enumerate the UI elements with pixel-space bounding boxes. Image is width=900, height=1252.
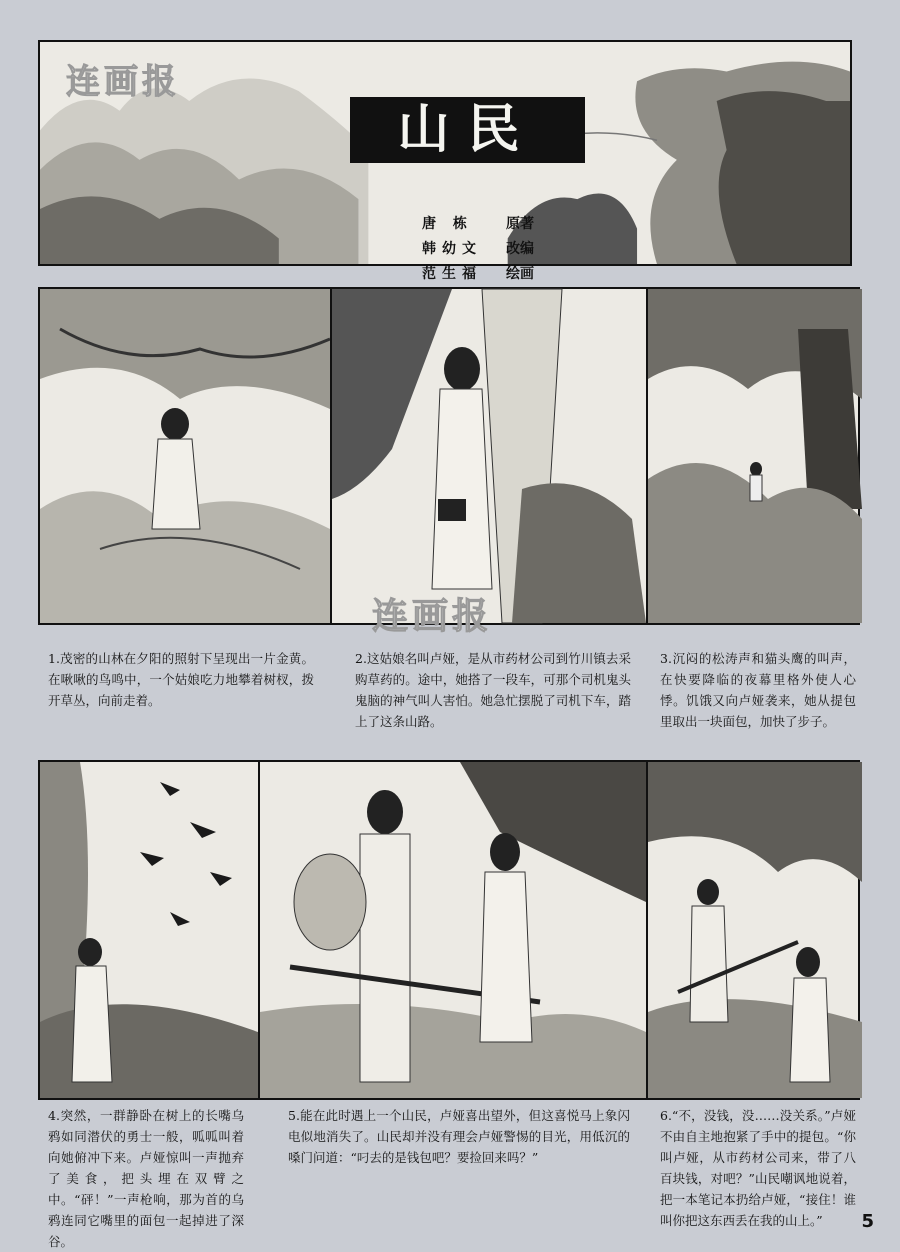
caption-1: 1.茂密的山林在夕阳的照射下呈现出一片金黄。在啾啾的鸟鸣中，一个姑娘吃力地攀着树杈，拨开草丛，向前走着。: [48, 651, 314, 708]
panel-4-crows-attack-illustration: [40, 762, 258, 1098]
panel-2-girl-walking-illustration: [332, 289, 646, 623]
comic-row-2: [38, 760, 860, 1100]
caption-5: 5.能在此时遇上一个山民，卢娅喜出望外，但这喜悦马上象闪电似地消失了。山民却并没有理会卢娅警惕的目光，用低沉的嗓门问道：“叼去的是钱包吧？要捡回来吗？”: [288, 1108, 630, 1165]
page-number: 5: [861, 1211, 874, 1232]
credit-row: [422, 212, 534, 237]
credit-row: [422, 237, 534, 262]
watermark-top: 连画报: [66, 62, 180, 102]
caption-4: 4.突然，一群静卧在树上的长嘴乌鸦如同潜伏的勇士一般，呱呱叫着向她俯冲下来。卢娅惊叫一声抛弃了美食，把头埋在双臂之中。“砰！”一声枪响，那为首的乌鸦连同它嘴里的面包一起掉进了深谷。: [48, 1108, 244, 1249]
panel-6-notebook-toss-illustration: [648, 762, 862, 1098]
credit-role: 原著: [506, 216, 534, 232]
caption-6: 6.“不，没钱，没……没关系。”卢娅不由自主地抱紧了手中的提包。“你叫卢娅，从市药材公司来，带了八百块钱，对吧？”山民嘲讽地说着，把一本笔记本扔给卢娅，“接住！谁叫你把这东西丢在我的山上。”: [660, 1108, 856, 1228]
title-panel: [38, 40, 852, 282]
credit-row: [422, 262, 534, 287]
credit-role: 绘画: [506, 266, 534, 282]
panel-5-mountain-man-illustration: [260, 762, 646, 1098]
caption-2: 2.这姑娘名叫卢娅，是从市药材公司到竹川镇去采购草药的。途中，她搭了一段车，可那个司机鬼头鬼脑的神气叫人害怕。她急忙摆脱了司机下车，踏上了这条山路。: [355, 651, 631, 729]
credit-name: 范生福: [422, 266, 482, 282]
panel-3-dusk-forest-illustration: [648, 289, 862, 623]
comic-row-1: [38, 287, 860, 625]
caption-3: 3.沉闷的松涛声和猫头鹰的叫声，在快要降临的夜幕里格外使人心悸。饥饿又向卢娅袭来，她从提包里取出一块面包，加快了步子。: [660, 651, 856, 729]
credit-name: 韩幼文: [422, 241, 482, 257]
credit-name: 唐 栋: [422, 216, 473, 232]
credits-block: [422, 212, 534, 287]
credit-role: 改编: [506, 241, 534, 257]
story-title: 山民: [350, 97, 585, 163]
panel-1-forest-girl-illustration: [40, 289, 330, 623]
watermark-center: 连画报: [372, 596, 493, 637]
